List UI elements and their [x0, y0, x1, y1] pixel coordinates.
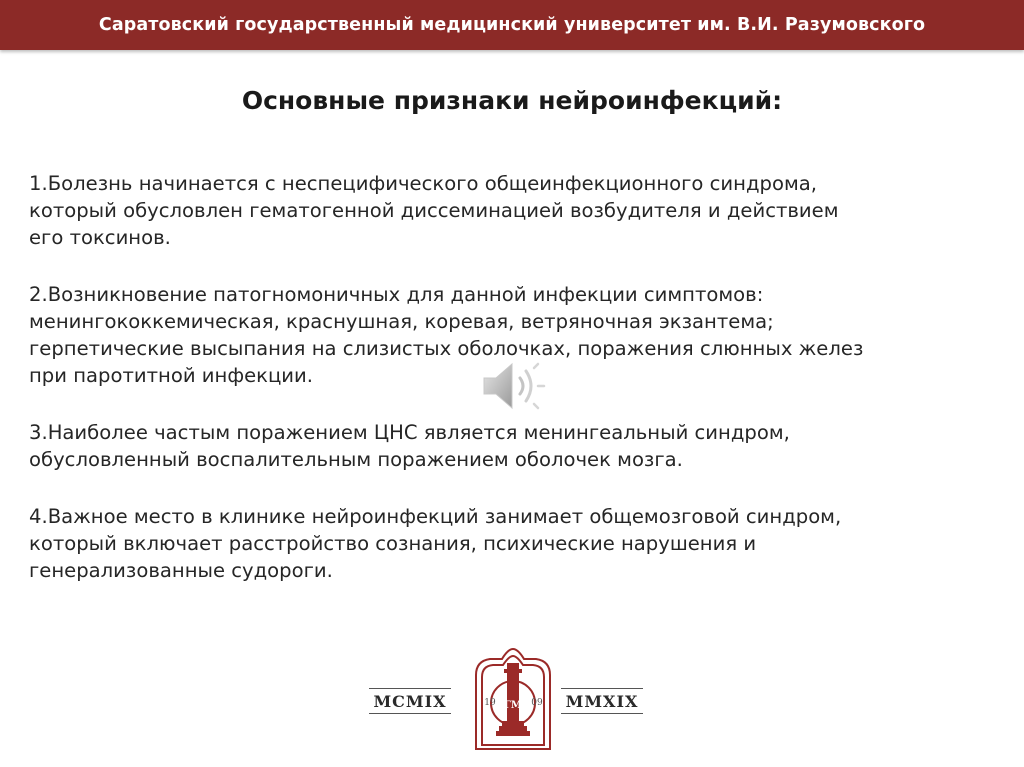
point-item — [29, 503, 1014, 584]
point-line: генерализованные судороги. — [29, 559, 333, 582]
point-item — [29, 419, 1014, 473]
slide-title: Основные признаки нейроинфекций: — [241, 86, 783, 115]
point-line: его токсинов. — [29, 226, 171, 249]
point-line: 3.Наиболее частым поражением ЦНС является менингеальный синдром, — [29, 421, 790, 444]
point-line: обусловленный воспалительным поражением оболочек мозга. — [29, 448, 683, 471]
speaker-icon[interactable] — [478, 356, 548, 416]
point-line: при паротитной инфекции. — [29, 364, 313, 387]
point-line: 4.Важное место в клинике нейроинфекций занимает общемозговой синдром, — [29, 505, 842, 528]
year-left-label: MCMIX — [369, 688, 451, 714]
point-line: 1.Болезнь начинается с неспецифического общеинфекционного синдрома, — [29, 172, 817, 195]
header-bar — [0, 0, 1024, 50]
point-item — [29, 170, 1014, 251]
year-right-label: MMXIX — [561, 688, 643, 714]
point-line: менингококкемическая, краснушная, коревая, ветряночная экзантема; — [29, 310, 774, 333]
point-line: 2.Возникновение патогномоничных для данной инфекции симптомов: — [29, 283, 764, 306]
point-line: который обусловлен гематогенной диссеминацией возбудителя и действием — [29, 199, 839, 222]
seal-number-right: 09 — [531, 698, 543, 708]
point-line: который включает расстройство сознания, психические нарушения и — [29, 532, 757, 555]
point-line: герпетические высыпания на слизистых оболочках, поражения слюнных желез — [29, 337, 864, 360]
seal-number-left: 19 — [484, 698, 496, 708]
university-name: Саратовский государственный медицинский университет им. В.И. Разумовского — [98, 15, 926, 35]
university-seal-logo — [368, 645, 658, 753]
seal-monogram: СГМУ — [495, 700, 531, 711]
